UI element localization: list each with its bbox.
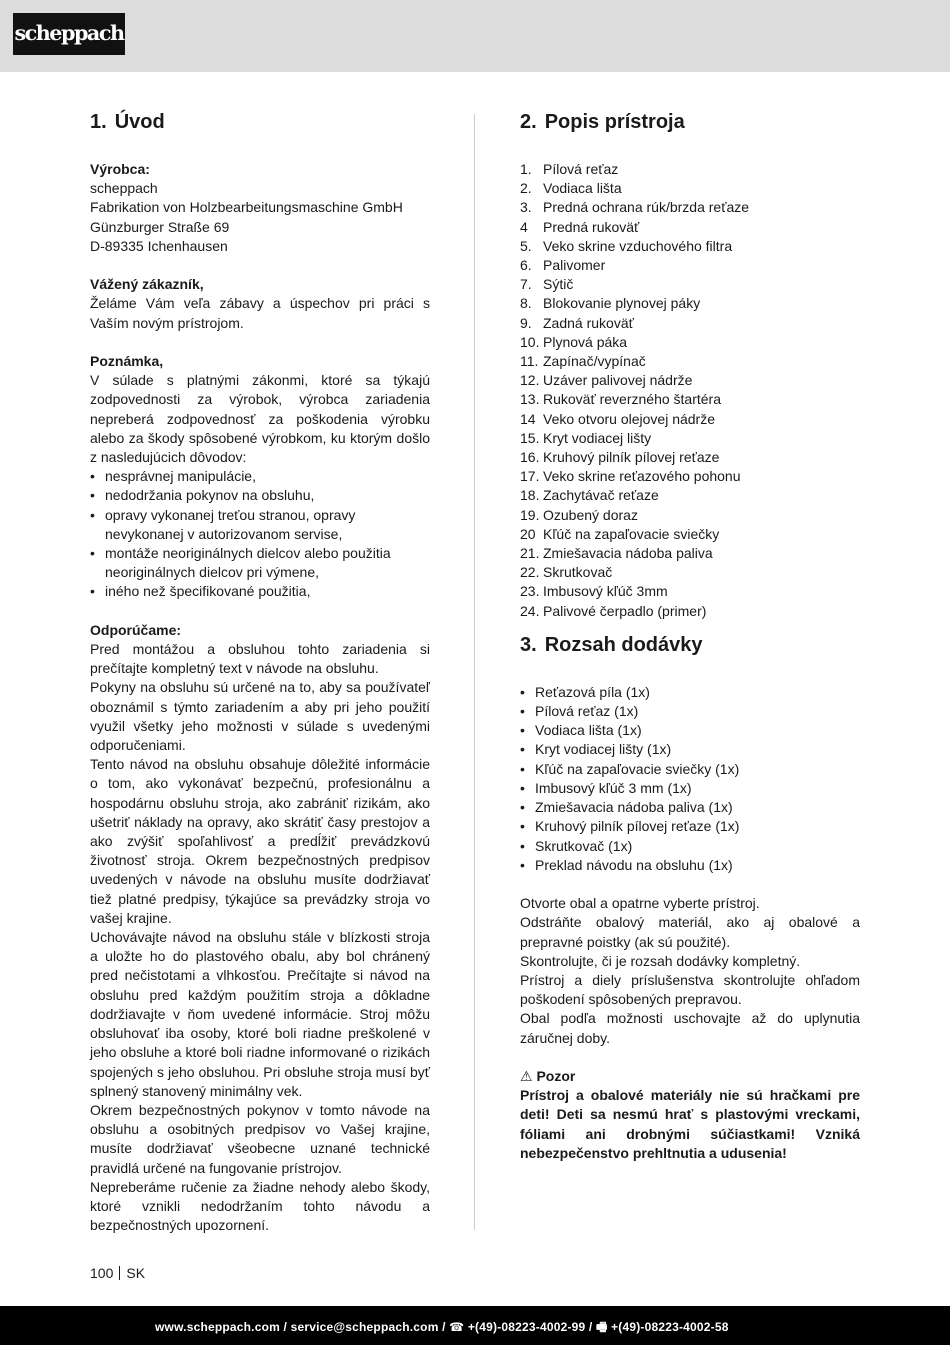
parts-list-item	[520, 160, 860, 179]
parts-list-item	[520, 563, 860, 582]
part-name: Skrutkovač	[543, 564, 613, 581]
warning-label: Pozor	[536, 1067, 576, 1084]
recommend-paragraph: Pred montážou a obsluhou tohto zariadenia si prečítajte kompletný text v návode na obsluhu.	[90, 641, 430, 677]
list-item: • Reťazová píla (1x)	[520, 683, 860, 702]
recommend-paragraph: Okrem bezpečnostných pokynov v tomto návode na obsluhu a osobitných predpisov vo Vašej krajine, musíte dodržiavať všeobecne uznané technické pravidlá určené na fungovanie prístrojov.	[90, 1101, 430, 1176]
part-number: 19.	[520, 506, 540, 523]
parts-list-item	[520, 352, 860, 371]
unpacking-paragraph: Skontrolujte, či je rozsah dodávky kompletný.	[520, 952, 801, 969]
parts-list-item	[520, 429, 860, 448]
manufacturer-line: D-89335 Ichenhausen	[90, 237, 228, 254]
part-name: Veko skrine reťazového pohonu	[543, 468, 741, 485]
part-name: Zmiešavacia nádoba paliva	[543, 545, 713, 562]
parts-list-item	[520, 294, 860, 313]
part-number: 18.	[520, 487, 540, 504]
list-item: • nedodržania pokynov na obsluhu,	[90, 486, 430, 505]
parts-list-item	[520, 467, 860, 486]
manufacturer-line: Fabrikation von Holzbearbeitungsmaschine GmbH	[90, 199, 403, 216]
unpacking-paragraph: Odstráňte obalový materiál, ako aj obalové a prepravné poistky (ak sú použité).	[520, 914, 860, 950]
warning-heading	[520, 1067, 860, 1086]
list-item: • Imbusový kľúč 3 mm (1x)	[520, 779, 860, 798]
part-name: Predná ochrana rúk/brzda reťaze	[543, 199, 750, 216]
section-2-number: 2.	[520, 111, 537, 133]
part-name: Kľúč na zapaľovacie sviečky	[543, 525, 720, 542]
parts-list-item	[520, 544, 860, 563]
parts-list-item	[520, 602, 860, 621]
part-name: Kruhový pilník pílovej reťaze	[543, 449, 720, 466]
part-number: 17.	[520, 468, 540, 485]
recommend-paragraph: Tento návod na obsluhu obsahuje dôležité informácie o tom, ako vykonávať bezpečnú, profesionálnu a hospodárnu obsluhu stroja, ako zabrániť rizikám, ako ušetriť náklady na opravy, ako skrátiť časy prestojov a ako zvýšiť spoľahlivosť a predĺžiť prevádzkovú životnosť stroja. Okrem bezpečnostných predpisov uvedených v návode na obsluhu musíte dodržiavať tiež platné predpisy, týkajúce sa prevádzky stroja vo vašej krajine.	[90, 756, 430, 926]
parts-list-item	[520, 390, 860, 409]
part-name: Blokovanie plynovej páky	[543, 295, 701, 312]
parts-list-item	[520, 410, 860, 429]
section-1-title: Úvod	[114, 111, 165, 133]
part-number: 4	[520, 218, 528, 235]
section-3-title: Rozsah dodávky	[544, 633, 703, 656]
manufacturer-line: scheppach	[90, 180, 158, 197]
part-number: 11.	[520, 353, 539, 370]
parts-list-item	[520, 198, 860, 217]
note-label: Poznámka,	[90, 353, 164, 369]
unpacking-paragraph: Otvorte obal a opatrne vyberte prístroj.	[520, 895, 760, 912]
part-number: 23.	[520, 583, 540, 600]
parts-list-item	[520, 448, 860, 467]
section-3-number: 3.	[520, 633, 537, 656]
part-number: 12.	[520, 372, 540, 389]
part-number: 7.	[520, 276, 532, 293]
list-item: • Zmiešavacia nádoba paliva (1x)	[520, 798, 860, 817]
contact-bar	[0, 1306, 950, 1345]
manufacturer-line: Günzburger Straße 69	[90, 218, 230, 235]
part-name: Pílová reťaz	[543, 161, 619, 177]
list-item: • montáže neoriginálnych dielcov alebo použitia neoriginálnych dielcov pri výmene,	[90, 544, 430, 582]
list-item: • iného než špecifikované použitia,	[90, 582, 430, 601]
list-item: • Pílová reťaz (1x)	[520, 702, 860, 721]
contact-info: www.scheppach.com / service@scheppach.com / ☎ +(49)-08223-4002-99 / 🖷 +(49)-08223-4002-58	[155, 1320, 729, 1334]
section-3-heading	[520, 631, 860, 659]
part-name: Zapínač/vypínač	[543, 353, 646, 370]
part-name: Plynová páka	[543, 333, 628, 350]
section-2-title: Popis prístroja	[544, 111, 685, 133]
part-number: 22.	[520, 564, 540, 581]
parts-list-item	[520, 256, 860, 275]
part-number: 2.	[520, 180, 532, 197]
dear-customer-label: Vážený zákazník,	[90, 276, 204, 293]
section-1-number: 1.	[90, 111, 107, 133]
part-number: 8.	[520, 295, 532, 312]
unpacking-paragraph: Prístroj a diely príslušenstva skontrolujte ohľadom poškodení spôsobených prepravou.	[520, 971, 860, 1008]
part-name: Veko skrine vzduchového filtra	[543, 237, 733, 254]
parts-list-item	[520, 314, 860, 333]
parts-list-item	[520, 371, 860, 390]
part-number: 15.	[520, 429, 540, 446]
list-item: • Kľúč na zapaľovacie sviečky (1x)	[520, 760, 860, 779]
part-name: Palivomer	[543, 257, 606, 274]
section-1-heading	[90, 108, 430, 136]
dear-customer-text: Želáme Vám veľa zábavy a úspechov pri práci s Vaším novým prístrojom.	[90, 295, 430, 331]
part-name: Ozubený doraz	[543, 506, 638, 523]
list-item: • Vodiaca lišta (1x)	[520, 721, 860, 740]
part-name: Vodiaca lišta	[543, 180, 622, 197]
column-right	[520, 108, 860, 1163]
column-left	[90, 108, 430, 1235]
parts-list-item	[520, 486, 860, 505]
delivery-scope-list	[520, 683, 860, 875]
part-name: Kryt vodiacej lišty	[543, 429, 652, 446]
part-number: 21.	[520, 545, 540, 562]
list-item: • Preklad návodu na obsluhu (1x)	[520, 856, 860, 875]
recommend-paragraph: Uchovávajte návod na obsluhu stále v blízkosti stroja a uložte ho do plastového obalu, aby bol chránený pred nečistotami a vlhkosťou. Prečítajte si návod na obsluhu pred každým použitím stroja a dôkladne dodržiavajte v ňom uvedené informácie. Stroj môžu obsluhovať iba osoby, ktoré boli riadne preškolené v jeho obsluhe a ktoré boli riadne informované o rizikách spojených s jeho obsluhou. Pri obsluhe stroja musí byť splnený stanovený minimálny vek.	[90, 929, 430, 1099]
brand-logo: scheppach	[13, 13, 125, 55]
note-bullet-list	[90, 467, 430, 601]
column-divider	[474, 114, 475, 1230]
parts-list-item	[520, 237, 860, 256]
part-number: 13.	[520, 391, 540, 408]
part-number: 16.	[520, 449, 540, 466]
parts-list	[520, 160, 860, 621]
part-number: 1.	[520, 161, 532, 177]
part-name: Rukoväť reverzného štartéra	[543, 391, 722, 408]
recommend-paragraph: Nepreberáme ručenie za žiadne nehody alebo škody, ktoré vznikli nedodržaním tohto návodu a bezpečnostných upozornení.	[90, 1178, 430, 1234]
section-2-heading	[520, 108, 860, 136]
part-number: 14	[520, 410, 536, 427]
parts-list-item	[520, 333, 860, 352]
part-number: 5.	[520, 237, 532, 254]
manufacturer-label: Výrobca:	[90, 161, 150, 177]
parts-list-item	[520, 179, 860, 198]
page-footer	[90, 1265, 145, 1281]
part-name: Predná rukoväť	[543, 218, 640, 235]
page-header	[0, 0, 950, 72]
list-item: • Kryt vodiacej lišty (1x)	[520, 740, 860, 759]
warning-text: Prístroj a obalové materiály nie sú hračkami pre deti! Deti sa nesmú hrať s plastovými vreckami, fóliami ani drobnými súčiastkami! Vzniká nebezpečenstvo prehltnutia a udusenia!	[520, 1087, 860, 1161]
list-item: • Skrutkovač (1x)	[520, 837, 860, 856]
part-number: 3.	[520, 199, 532, 216]
part-number: 10.	[520, 333, 540, 350]
part-name: Imbusový kľúč 3mm	[543, 583, 668, 600]
page-number: 100	[90, 1265, 114, 1281]
part-number: 20	[520, 525, 536, 542]
list-item: • opravy vykonanej treťou stranou, opravy nevykonanej v autorizovanom servise,	[90, 506, 430, 544]
list-item: • Kruhový pilník pílovej reťaze (1x)	[520, 817, 860, 836]
warning-icon: ⚠	[520, 1067, 533, 1084]
parts-list-item	[520, 218, 860, 237]
part-number: 9.	[520, 314, 532, 331]
part-name: Veko otvoru olejovej nádrže	[543, 410, 715, 427]
recommend-paragraph: Pokyny na obsluhu sú určené na to, aby sa používateľ oboznámil s týmto zariadením a aby pri jeho použití využil všetky jeho možnosti v súlade s uvedenými odporučeniami.	[90, 679, 430, 754]
list-item: • nesprávnej manipulácie,	[90, 467, 430, 486]
part-name: Zachytávač reťaze	[543, 487, 659, 504]
part-number: 6.	[520, 257, 532, 274]
part-name: Sýtič	[543, 276, 574, 293]
parts-list-item	[520, 525, 860, 544]
part-number: 24.	[520, 602, 540, 619]
note-text: V súlade s platnými zákonmi, ktoré sa týkajú zodpovednosti za výrobok, výrobca zariadenia nepreberá zodpovednosť za poškodenia výrobku alebo za škody spôsobené výrobkom, ku ktorým došlo z nasledujúcich dôvodov:	[90, 372, 430, 466]
parts-list-item	[520, 582, 860, 601]
part-name: Palivové čerpadlo (primer)	[543, 602, 707, 619]
language-code: SK	[126, 1265, 146, 1281]
part-name: Zadná rukoväť	[543, 314, 634, 331]
footer-separator	[119, 1266, 120, 1280]
part-name: Uzáver palivovej nádrže	[543, 372, 693, 389]
parts-list-item	[520, 506, 860, 525]
parts-list-item	[520, 275, 860, 294]
recommend-label: Odporúčame:	[90, 621, 182, 638]
unpacking-paragraph: Obal podľa možnosti uschovajte až do uplynutia záručnej doby.	[520, 1010, 860, 1046]
